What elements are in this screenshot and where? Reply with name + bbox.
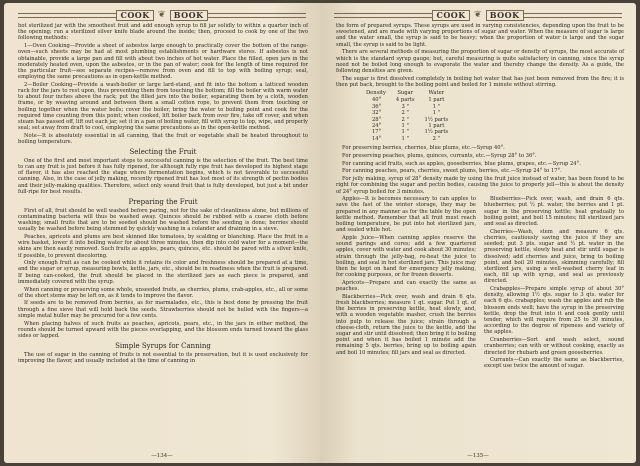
recipe-column-left <box>336 196 476 371</box>
note-paragraph: Note—It is absolutely essential in all canning, that the fruit or vegetable shall be heated throughout to boiling temperature. <box>18 132 308 146</box>
paragraph: hot sterilized jar with the smoothest fruit and add enough syrup to fill jar solidly to within a quarter inch of the opening; run a sterilized silver knife blade around the inside; then, proceed to cook by one of the two following methods: <box>18 23 308 42</box>
paragraph: The use of sugar in the canning of fruits is not essential to its preservation, but it is used exclusively for improving the flavor, and usually included at the time of canning in <box>18 351 308 364</box>
header-word-book: BOOK <box>486 10 524 21</box>
header-word-cook: COOK <box>116 10 153 21</box>
syrup-use-line: For preserving berries, cherries, blue plums, etc.—Syrup 40°. <box>342 145 505 152</box>
section-title: Simple Syrups for Canning <box>115 341 211 350</box>
paragraph: 1—Oven Cooking—Provide a sheet of asbestos large enough to practically cover the bottom of the range-oven—such sheets may be had at most plumbing establishments or hardware stores. If asbestos is not obtainable, provide a large pan and fill with about two inches of hot water. Place the filled, open jars in the moderately heated oven, upon the asbestos, or in the pan of water; cook for the length of time required for the particular fruit—see separate recipes—remove from oven and fill to top with boiling syrup; seal, employing the same precautions as in open-kettle method. <box>18 43 308 81</box>
recipe-columns <box>336 196 624 371</box>
left-page <box>4 3 320 463</box>
page-header <box>18 9 306 21</box>
header-word-cook: COOK <box>432 10 469 21</box>
syrup-use-line: For jelly making, syrup of 28° density made by using the fruit juice instead of water, has been found to be right for combining the sugar and pectin bodies, causing the juice to properly jell—this is about the density of 24° syrup boiled for 3 minutes. <box>336 176 624 195</box>
syrup-density-table <box>366 90 458 142</box>
table-cell: 1 " <box>432 103 440 110</box>
table-cell: 4 parts <box>395 97 415 104</box>
right-page-content <box>336 23 624 449</box>
paragraph: When canning or preserving some whole, unseeded fruits, as cherries, plums, crab-apples, etc., all or some of the short stems may be left on, as it tends to improve the flavor. <box>18 286 308 299</box>
table-cell: 2 " <box>432 135 440 142</box>
header-rule <box>524 13 622 18</box>
table-cell: 3 " <box>401 103 409 110</box>
paragraph: The sugar is first dissolved completely in boiling hot water that has just been removed from the fire; it is then put back, brought to the boiling point and boiled for 1 minute without stirring. <box>336 75 624 88</box>
paragraph: If seeds are to be removed from berries, as for marmalades, etc., this is best done by pressing the fruit through a fine sieve that will hold back the seeds. Strawberries should not be hulled with the fingers—a simple metal huller may be procured for a few cents. <box>18 300 308 319</box>
table-cell: 2 " <box>401 110 409 117</box>
table-cell: 28° <box>372 116 382 123</box>
table-cell: 1 " <box>432 110 440 117</box>
paragraph: One of the first and most important steps to successful canning is the selection of the fruit. The best time to can any fruit is just before it has fully ripened, for although fully ripe fruit has developed its highest stage of flavor, it has also reached the stage where fermentation begins, which is not favorable to successful canning. Also, in the case of jelly making, recently ripened fruit has lost most of its strength of pectin bodies and their jelly-making qualities. Therefore, select only sound fruit that is fully developed, but just a bit under full-ripe for best results. <box>18 157 308 195</box>
recipe-paragraph: Cherries—Wash, stem and measure 6 qts. cherries, cautiously saving the juice if they are seeded; put 3 pts. sugar and ½ pt. water in the preserving kettle, slowly heat and stir until sugar is dissolved; add cherries and juice, bring to boiling point, and boil 20 minutes, skimming carefully; fill sterilized jars, using a well-washed cherry leaf in each, fill up with syrup, and seal as previously directed. <box>484 228 624 285</box>
paragraph: the form of prepared syrups. These syrups are used in varying consistencies, depending upon the fruit to be sweetened, and are made with varying proportions of sugar and water. When the measure of sugar is large and the water small, the syrup is said to be heavy; when the proportion of water is large and the sugar small, the syrup is said to be light. <box>336 23 624 48</box>
right-page <box>320 3 636 463</box>
ornament-icon: ❦ <box>157 10 166 20</box>
page-number: —135— <box>467 453 489 459</box>
table-cell: 17° <box>372 129 382 136</box>
page-number: —134— <box>151 453 173 459</box>
ornament-icon: ❦ <box>473 10 482 20</box>
syrup-use-line: For canning acid fruits, such as apples, gooseberries, blue plums, grapes, etc.—Syrup 24°. <box>342 160 581 167</box>
header-word-book: BOOK <box>170 10 208 21</box>
section-title: Preparing the Fruit <box>128 197 198 206</box>
header-rule <box>208 13 306 18</box>
recipe-paragraph: Currants—Can exactly the same as blackberries, except use twice the amount of sugar. <box>484 357 624 370</box>
paragraph: 2—Boiler Cooking—Provide a wash-boiler or large lard-stand, and fit into the bottom a latticed wooden rack for the jars to rest upon, thus preventing them from touching the bottom; fill the boiler with warm water to about four inches above the rack; put the filled jars into the boiler, separating them by a cloth, wooden frame, or by weaving around and between them a small cotton rope, to prevent them from touching or boiling together when the water boils; cover the boiler, bring the water to boiling point and cook for the required time counting from this point; when cooked, lift boiler back from over fire, take off cover, and when steam has passed off, lift out each jar, set it in a pan of boiling water, fill with syrup to top, wipe, and properly seal; set away from draft to cool, employing the same precautions as in the open-kettle method. <box>18 81 308 132</box>
table-cell: 1½ parts <box>424 116 449 123</box>
section-title: Selecting the Fruit <box>129 147 197 156</box>
table-cell: 1 part <box>428 97 445 104</box>
table-header-row <box>366 90 458 97</box>
recipe-paragraph: Apple Juice—When canning apples reserve the sound parings and cores; add a few quartered apples, cover with water and cook about 30 minutes; strain through the jelly-bag, re-heat the juice to boiling, and seal in hot sterilized jars. This juice may then be kept on hand for emergency jelly making, for cooking purposes, or for frozen desserts. <box>336 234 476 279</box>
table-cell: 1 " <box>401 135 409 142</box>
paragraph: Peaches, apricots and plums are best skinned like tomatoes, by scalding or blanching. Place the fruit in a wire basket, lower it into boiling water for about three minutes, then dip into cold water for a moment—the skins are then easily removed. Such fruits as apples, pears, quinces, etc. should be pared with a silver knife, if possible, to prevent discoloring. <box>18 233 308 259</box>
table-header-cell: Sugar <box>397 90 414 97</box>
recipe-paragraph: Cranberries—Sort and wash select, sound cranberries; can with or without cooking, exactly as directed for rhubarb and green gooseberries. <box>484 337 624 356</box>
table-cell: 1½ parts <box>424 129 449 136</box>
table-cell: 1 " <box>401 129 409 136</box>
table-cell: 2 " <box>401 116 409 123</box>
paragraph: First of all, fruit should be well washed before paring, not for the sake of cleanliness alone, but millions of contaminating bacteria will thus be washed away. Quinces should be rubbed with a coarse cloth before washing; small fruits that are to be seeded should be washed before the seeding is done; berries should usually be washed before being stemmed by quickly washing in a colander and draining in a sieve. <box>18 207 308 233</box>
table-header-cell: Water <box>428 90 445 97</box>
table-cell: 1 part <box>428 123 445 130</box>
recipe-column-right <box>484 196 624 371</box>
table-header-cell: Density <box>366 90 386 97</box>
recipe-paragraph: Blackberries—Pick over, wash and drain 6 qts. fresh blackberries; measure 1 qt. sugar. Put 1 qt. of the berries in preserving kettle, heat slowly, and, with a wooden vegetable masher, crush the berries into pulp to release the juice; strain through a cheese-cloth, return the juice to the kettle, add the sugar and stir until dissolved; then bring it to boiling point and when it has boiled 1 minute add the remaining 5 qts. berries, bring up to boiling again and boil 10 minutes; fill jars and seal as directed. <box>336 293 476 356</box>
syrup-use-line: For preserving peaches, plums, quinces, currants, etc.—Syrup 28° to 36°. <box>342 152 537 159</box>
table-cell: 1 " <box>401 123 409 130</box>
table-row <box>366 136 458 142</box>
left-page-content <box>18 23 308 449</box>
recipe-paragraph: Apples—It is becomes necessary to can apples to save the fast of the winter storage, they may be prepared in any manner as for the table by the open kettle method. Remember that all fruit must reach boiling temperature, be put into hot sterilized jars, and sealed while hot. <box>336 196 476 234</box>
table-cell: 36° <box>372 103 382 110</box>
header-rule <box>18 13 116 18</box>
book-spread <box>4 3 636 463</box>
paragraph: There are several methods of measuring the proportion of sugar or density of syrups, the most accurate of which is the standard syrup gauge; but, careful measuring is quite satisfactory in canning, since the syrup need not be boiled long enough to evaporate the water and thereby change the density. As a guide, the following densities are given. <box>336 49 624 74</box>
syrup-use-line: For canning peaches, pears, cherries, sweet plums, berries, etc.—Syrup 24° to 17°. <box>342 168 562 175</box>
page-header <box>334 9 622 21</box>
recipe-paragraph: Crabapples—Prepare simple syrup of about 30° density, allowing 1½ qts. sugar to 3 qts. water for each 6 qts. crabapples; wash the apples and rub the blossom ends well; have the syrup in the preserving kettle, drop the fruit into it and cook gently until tender, which will require from 25 to 30 minutes, according to the degree of ripeness and variety of the apples. <box>484 286 624 336</box>
table-cell: 40° <box>372 97 382 104</box>
table-cell: 14° <box>372 135 382 142</box>
header-rule <box>334 13 432 18</box>
recipe-paragraph: Blueberries—Pick over, wash, and drain 6 qts. blueberries; put ½ pt. water, the berries and 1 pt. sugar in the preserving kettle; heat gradually to boiling point, and boil 15 minutes; fill sterilized jars and seal as directed. <box>484 196 624 228</box>
table-cell: 32° <box>372 110 382 117</box>
paragraph: When placing halves of such fruits as peaches, apricots, pears, etc., in the jars in either method, the rounds should be turned upward with the pieces overlapping, and the blossom ends turned toward the glass sides or lapped. <box>18 320 308 339</box>
table-cell: 24° <box>372 123 382 130</box>
recipe-paragraph: Apricots—Prepare and can exactly the same as peaches. <box>336 279 476 293</box>
paragraph: Only enough fruit as can be cooked while it retains its color and freshness should be prepared at a time, and the sugar or syrup, measuring bowls, kettle, jars, etc., should be in readiness when the fruit is prepared. If being can-cooked, the fruit should be placed in the sterilized jars as each piece is prepared, and immediately covered with the syrup. <box>18 260 308 285</box>
